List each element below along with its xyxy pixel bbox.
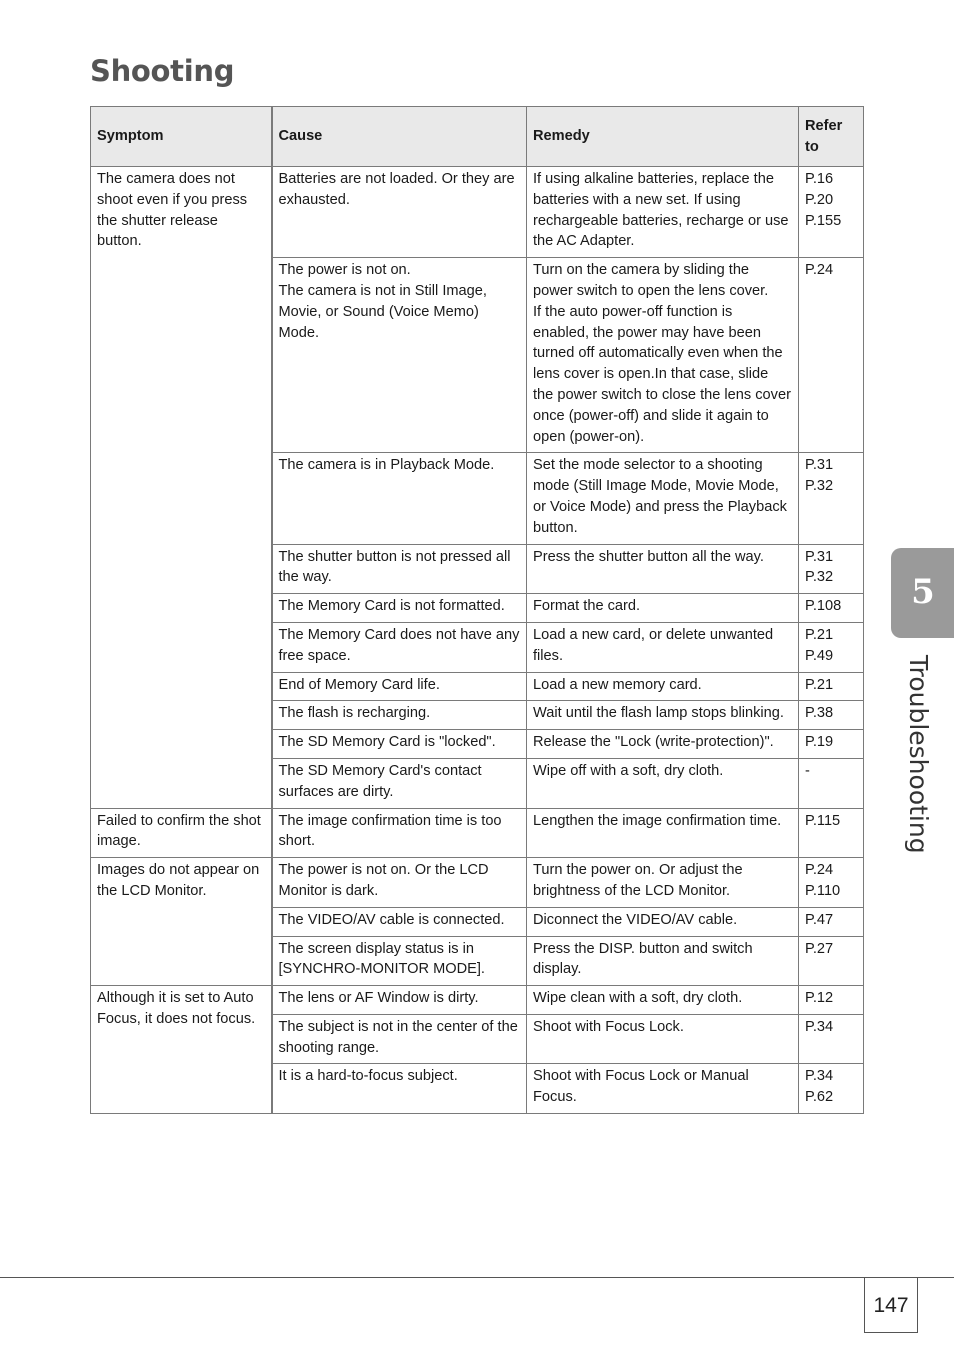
symptom-cell bbox=[91, 858, 272, 986]
table-body bbox=[91, 167, 864, 1114]
cause-text: The screen display status is in [SYNCHRO-MONITOR MODE]. bbox=[278, 940, 485, 978]
cause-text: The lens or AF Window is dirty. bbox=[278, 990, 479, 1007]
cause-text: Batteries are not loaded. Or they are exhausted. bbox=[278, 171, 515, 208]
remedy-cell bbox=[527, 758, 799, 808]
cause-text: The Memory Card is not formatted. bbox=[278, 598, 505, 615]
remedy-text: Press the DISP. button and switch display. bbox=[533, 940, 753, 978]
troubleshooting-table bbox=[90, 106, 864, 1114]
refer-cell bbox=[799, 672, 864, 701]
table-row bbox=[91, 986, 864, 1015]
refer-text: P.21 bbox=[805, 676, 834, 693]
cause-text: The SD Memory Card's contact surfaces are dirty. bbox=[278, 762, 482, 800]
cause-cell bbox=[272, 1014, 527, 1064]
cause-text: End of Memory Card life. bbox=[278, 676, 440, 693]
refer-cell bbox=[799, 594, 864, 623]
remedy-cell bbox=[527, 1014, 799, 1064]
remedy-cell bbox=[527, 730, 799, 759]
cause-cell bbox=[272, 730, 527, 759]
cause-cell bbox=[272, 858, 527, 908]
refer-cell bbox=[799, 258, 864, 453]
remedy-cell bbox=[527, 622, 799, 672]
header-refer-to: Refer to bbox=[799, 107, 864, 167]
refer-cell bbox=[799, 986, 864, 1015]
symptom-text: Images do not appear on the LCD Monitor. bbox=[97, 862, 260, 899]
remedy-text: Release the "Lock (write-protection)". bbox=[533, 734, 774, 751]
symptom-cell bbox=[91, 808, 272, 858]
remedy-cell bbox=[527, 167, 799, 258]
refer-text: P.19 bbox=[805, 734, 834, 751]
refer-text: P.38 bbox=[805, 705, 834, 722]
cause-text: The shutter button is not pressed all the way. bbox=[278, 548, 511, 586]
table-header-row bbox=[91, 107, 864, 167]
chapter-number: 5 bbox=[911, 572, 935, 612]
cause-cell bbox=[272, 258, 527, 453]
chapter-tab bbox=[891, 548, 954, 638]
cause-text: The power is not on. The camera is not in Still Image, Movie, or Sound (Voice Memo) Mode. bbox=[278, 262, 487, 341]
cause-text: The flash is recharging. bbox=[278, 705, 431, 722]
remedy-text: Press the shutter button all the way. bbox=[533, 548, 764, 565]
refer-text: P.47 bbox=[805, 911, 834, 928]
cause-cell bbox=[272, 594, 527, 623]
refer-text: P.31 P.32 bbox=[805, 457, 834, 495]
refer-cell bbox=[799, 730, 864, 759]
table-row bbox=[91, 858, 864, 908]
cause-cell bbox=[272, 167, 527, 258]
cause-cell bbox=[272, 907, 527, 936]
cause-text: The camera is in Playback Mode. bbox=[278, 457, 495, 474]
refer-cell bbox=[799, 167, 864, 258]
chapter-side-label: Troubleshooting bbox=[904, 655, 933, 854]
remedy-text: Format the card. bbox=[533, 598, 641, 615]
cause-cell bbox=[272, 936, 527, 986]
footer-rule bbox=[0, 1277, 954, 1278]
cause-cell bbox=[272, 672, 527, 701]
refer-text: P.27 bbox=[805, 940, 834, 957]
remedy-text: Diconnect the VIDEO/AV cable. bbox=[533, 911, 738, 928]
remedy-text: Wait until the flash lamp stops blinking. bbox=[533, 705, 784, 722]
remedy-cell bbox=[527, 701, 799, 730]
refer-text: P.115 bbox=[805, 812, 841, 829]
cause-cell bbox=[272, 453, 527, 544]
remedy-text: Turn the power on. Or adjust the brightness of the LCD Monitor. bbox=[533, 862, 743, 899]
refer-cell bbox=[799, 1014, 864, 1064]
refer-text: P.16 P.20 P.155 bbox=[805, 171, 842, 229]
refer-cell bbox=[799, 1064, 864, 1114]
page-number: 147 bbox=[873, 1294, 909, 1317]
remedy-cell bbox=[527, 1064, 799, 1114]
symptom-cell bbox=[91, 986, 272, 1114]
refer-text: P.12 bbox=[805, 990, 834, 1007]
remedy-cell bbox=[527, 858, 799, 908]
cause-text: It is a hard-to-focus subject. bbox=[278, 1068, 458, 1085]
remedy-text: Load a new card, or delete unwanted files. bbox=[533, 626, 774, 664]
table-row bbox=[91, 808, 864, 858]
cause-cell bbox=[272, 1064, 527, 1114]
remedy-cell bbox=[527, 453, 799, 544]
refer-text: P.108 bbox=[805, 598, 842, 615]
refer-cell bbox=[799, 907, 864, 936]
cause-text: The VIDEO/AV cable is connected. bbox=[278, 911, 505, 928]
header-cause: Cause bbox=[272, 107, 527, 167]
cause-text: The Memory Card does not have any free space. bbox=[278, 626, 520, 664]
header-symptom: Symptom bbox=[91, 107, 272, 167]
remedy-cell bbox=[527, 544, 799, 594]
refer-text: P.24 P.110 bbox=[805, 862, 841, 899]
cause-cell bbox=[272, 622, 527, 672]
page-number-box bbox=[864, 1278, 918, 1333]
refer-cell bbox=[799, 936, 864, 986]
refer-cell bbox=[799, 758, 864, 808]
symptom-text: Failed to confirm the shot image. bbox=[97, 812, 261, 850]
cause-text: The subject is not in the center of the shooting range. bbox=[278, 1018, 518, 1056]
cause-cell bbox=[272, 986, 527, 1015]
page-title: Shooting bbox=[90, 54, 235, 88]
refer-cell bbox=[799, 808, 864, 858]
refer-text: - bbox=[805, 762, 810, 779]
cause-cell bbox=[272, 758, 527, 808]
remedy-text: Shoot with Focus Lock or Manual Focus. bbox=[533, 1068, 749, 1106]
remedy-text: Shoot with Focus Lock. bbox=[533, 1018, 684, 1035]
refer-text: P.31 P.32 bbox=[805, 548, 834, 586]
remedy-text: Lengthen the image confirmation time. bbox=[533, 812, 782, 829]
remedy-cell bbox=[527, 258, 799, 453]
remedy-cell bbox=[527, 936, 799, 986]
cause-cell bbox=[272, 701, 527, 730]
cause-text: The SD Memory Card is "locked". bbox=[278, 734, 496, 751]
refer-cell bbox=[799, 701, 864, 730]
remedy-text: Set the mode selector to a shooting mode (Still Image Mode, Movie Mode, or Voice Mode) and press the Playback button. bbox=[533, 457, 787, 536]
remedy-text: Load a new memory card. bbox=[533, 676, 702, 693]
symptom-text: Although it is set to Auto Focus, it does not focus. bbox=[97, 990, 256, 1027]
remedy-cell bbox=[527, 672, 799, 701]
refer-text: P.34 bbox=[805, 1018, 834, 1035]
refer-cell bbox=[799, 453, 864, 544]
cause-text: The image confirmation time is too short. bbox=[278, 812, 502, 850]
remedy-cell bbox=[527, 594, 799, 623]
symptom-cell bbox=[91, 167, 272, 809]
remedy-text: Wipe off with a soft, dry cloth. bbox=[533, 762, 724, 779]
refer-cell bbox=[799, 622, 864, 672]
cause-text: The power is not on. Or the LCD Monitor is dark. bbox=[278, 862, 489, 899]
remedy-text: If using alkaline batteries, replace the batteries with a new set. If using rechargeable batteries, recharge or use the AC Adapter. bbox=[533, 171, 789, 250]
remedy-text: Turn on the camera by sliding the power switch to open the lens cover. If the auto power-off function is enabled, the power may have been turned off automatically even when the lens cover is open.In that case, slide the power switch to close the lens cover once (power-off) and slide it again to open (power-on). bbox=[533, 262, 791, 445]
refer-cell bbox=[799, 858, 864, 908]
cause-cell bbox=[272, 808, 527, 858]
remedy-cell bbox=[527, 986, 799, 1015]
table-row bbox=[91, 167, 864, 258]
remedy-text: Wipe clean with a soft, dry cloth. bbox=[533, 990, 743, 1007]
header-remedy: Remedy bbox=[527, 107, 799, 167]
symptom-text: The camera does not shoot even if you press the shutter release button. bbox=[97, 171, 248, 250]
refer-text: P.34 P.62 bbox=[805, 1068, 834, 1106]
remedy-cell bbox=[527, 808, 799, 858]
refer-cell bbox=[799, 544, 864, 594]
remedy-cell bbox=[527, 907, 799, 936]
refer-text: P.24 bbox=[805, 262, 834, 279]
refer-text: P.21 P.49 bbox=[805, 626, 834, 664]
cause-cell bbox=[272, 544, 527, 594]
